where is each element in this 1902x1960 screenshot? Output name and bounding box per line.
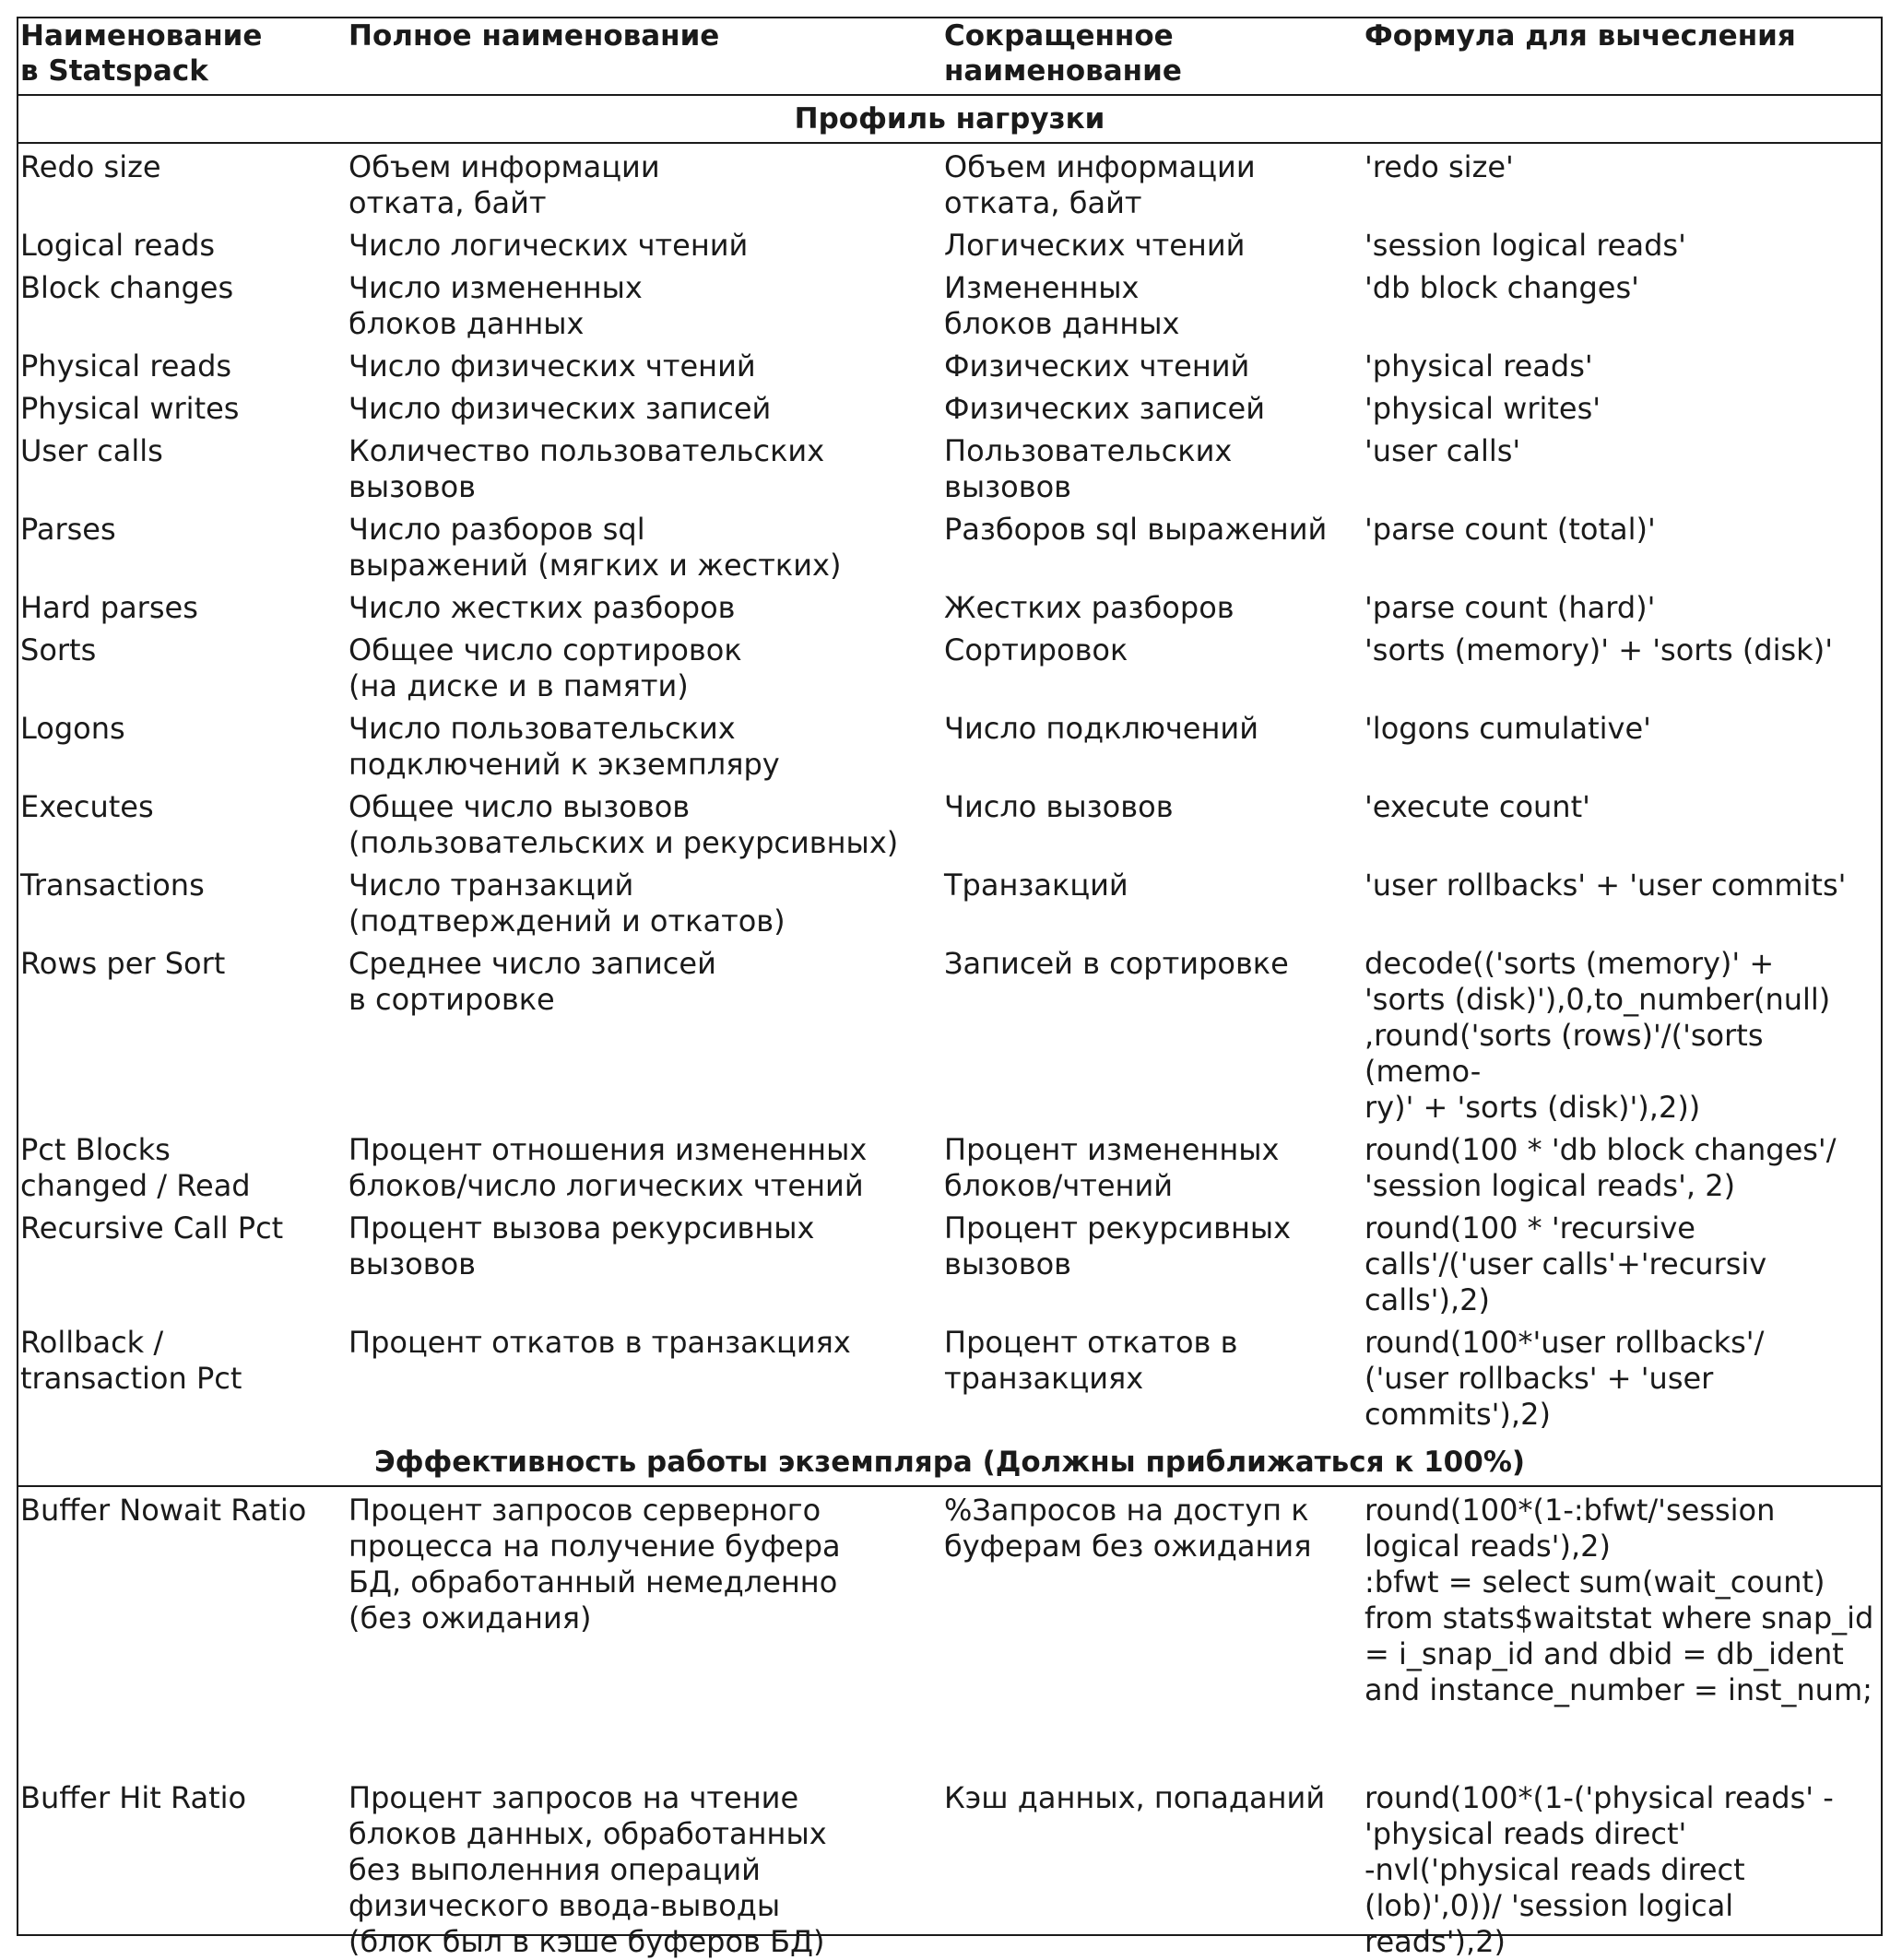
cell-statspack-name: Redo size bbox=[20, 149, 161, 184]
cell-short-name: Разборов sql выражений bbox=[944, 512, 1328, 547]
table-row bbox=[18, 143, 1881, 228]
cell-full-name: Процент запросов на чтение блоков данных, обработанных без выполенния операций физического ввода-выводы (блок был в кэше буферов БД) bbox=[349, 1780, 827, 1959]
header-row bbox=[18, 18, 1881, 95]
cell-short-name: Процент откатов в транзакциях bbox=[944, 1325, 1238, 1396]
cell-short-name: Физических чтений bbox=[944, 348, 1250, 384]
cell-full-name: Число разборов sql выражений (мягких и жестких) bbox=[349, 512, 842, 583]
cell-short-name: Жестких разборов bbox=[944, 590, 1235, 625]
section-header-row bbox=[18, 95, 1881, 143]
header-statspack-name: Наименование в Statspack bbox=[18, 18, 347, 95]
cell-formula: 'sorts (memory)' + 'sorts (disk)' bbox=[1364, 632, 1833, 667]
cell-statspack-name: Sorts bbox=[20, 632, 97, 667]
cell-full-name: Количество пользовательских вызовов bbox=[349, 433, 825, 504]
section-title: Эффективность работы экземпляра (Должны приближаться к 100%) bbox=[18, 1439, 1881, 1486]
cell-formula: 'redo size' bbox=[1364, 149, 1514, 184]
table-row bbox=[18, 789, 1881, 868]
table-body bbox=[18, 95, 1881, 1960]
cell-statspack-name: Transactions bbox=[20, 868, 205, 903]
cell-short-name: Записей в сортировке bbox=[944, 946, 1289, 981]
table-row bbox=[18, 868, 1881, 946]
cell-full-name: Число жестких разборов bbox=[349, 590, 736, 625]
statspack-metrics-table bbox=[18, 18, 1881, 1960]
table-row bbox=[18, 946, 1881, 1132]
cell-statspack-name: Rollback / transaction Pct bbox=[20, 1325, 242, 1396]
cell-full-name: Процент откатов в транзакциях bbox=[349, 1325, 851, 1360]
cell-full-name: Число транзакций (подтверждений и откатов) bbox=[349, 868, 786, 939]
cell-statspack-name: Parses bbox=[20, 512, 116, 547]
cell-formula: 'parse count (hard)' bbox=[1364, 590, 1656, 625]
table-row bbox=[18, 512, 1881, 590]
cell-statspack-name: Executes bbox=[20, 789, 154, 824]
cell-statspack-name: Logical reads bbox=[20, 228, 216, 263]
cell-formula: round(100*'user rollbacks'/ ('user rollbacks' + 'user commits'),2) bbox=[1364, 1325, 1765, 1432]
header-formula: Формула для вычесления bbox=[1363, 18, 1881, 95]
cell-statspack-name: Block changes bbox=[20, 270, 234, 305]
cell-full-name: Число логических чтений bbox=[349, 228, 749, 263]
cell-statspack-name: Logons bbox=[20, 711, 125, 746]
cell-statspack-name: Rows per Sort bbox=[20, 946, 226, 981]
cell-formula: 'db block changes' bbox=[1364, 270, 1639, 305]
header-short-name: Сокращенное наименование bbox=[942, 18, 1363, 95]
cell-full-name: Число физических записей bbox=[349, 391, 772, 426]
cell-short-name: Сортировок bbox=[944, 632, 1128, 667]
cell-short-name: Кэш данных, попаданий bbox=[944, 1780, 1326, 1815]
cell-formula: 'session logical reads' bbox=[1364, 228, 1686, 263]
section-header-row bbox=[18, 1439, 1881, 1486]
table-row bbox=[18, 391, 1881, 433]
cell-statspack-name: Physical reads bbox=[20, 348, 232, 384]
table-row bbox=[18, 1210, 1881, 1325]
section-title: Профиль нагрузки bbox=[18, 95, 1881, 143]
cell-short-name: Пользовательских вызовов bbox=[944, 433, 1233, 504]
table-row bbox=[18, 590, 1881, 632]
cell-short-name: Транзакций bbox=[944, 868, 1128, 903]
table-row bbox=[18, 1132, 1881, 1210]
cell-formula: round(100*(1-('physical reads' - 'physical reads direct' -nvl('physical reads direct (lob)',0))/ 'session logical reads'),2) bbox=[1364, 1780, 1834, 1959]
cell-short-name: Логических чтений bbox=[944, 228, 1246, 263]
cell-full-name: Число физических чтений bbox=[349, 348, 756, 384]
table-row bbox=[18, 433, 1881, 512]
cell-formula: decode(('sorts (memory)' + 'sorts (disk)'),0,to_number(null) ,round('sorts (rows)'/('sorts (memo- ry)' + 'sorts (disk)'),2)) bbox=[1364, 946, 1831, 1125]
cell-formula: round(100 * 'recursive calls'/('user calls'+'recursiv calls'),2) bbox=[1364, 1210, 1767, 1317]
cell-formula: 'execute count' bbox=[1364, 789, 1590, 824]
cell-statspack-name: Buffer Hit Ratio bbox=[20, 1780, 247, 1815]
cell-formula: 'user rollbacks' + 'user commits' bbox=[1364, 868, 1847, 903]
cell-formula: 'parse count (total)' bbox=[1364, 512, 1656, 547]
cell-full-name: Процент отношения измененных блоков/число логических чтений bbox=[349, 1132, 868, 1203]
cell-short-name: Процент рекурсивных вызовов bbox=[944, 1210, 1292, 1281]
cell-full-name: Среднее число записей в сортировке bbox=[349, 946, 716, 1017]
table-row bbox=[18, 1486, 1881, 1775]
cell-formula: round(100*(1-:bfwt/'session logical reads'),2) :bfwt = select sum(wait_count) from stats$waitstat where snap_id = i_snap_id and dbid = db_ident and instance_number = inst_num; bbox=[1364, 1493, 1874, 1707]
cell-formula: 'physical reads' bbox=[1364, 348, 1593, 384]
cell-full-name: Общее число сортировок (на диске и в памяти) bbox=[349, 632, 742, 703]
cell-full-name: Процент вызова рекурсивных вызовов bbox=[349, 1210, 815, 1281]
cell-statspack-name: Pct Blocks changed / Read bbox=[20, 1132, 251, 1203]
header-full-name: Полное наименование bbox=[347, 18, 942, 95]
cell-short-name: %Запросов на доступ к буферам без ожидания bbox=[944, 1493, 1312, 1564]
cell-statspack-name: Buffer Nowait Ratio bbox=[20, 1493, 307, 1528]
cell-short-name: Физических записей bbox=[944, 391, 1265, 426]
cell-statspack-name: Hard parses bbox=[20, 590, 198, 625]
cell-short-name: Число вызовов bbox=[944, 789, 1174, 824]
cell-full-name: Число пользовательских подключений к экземпляру bbox=[349, 711, 780, 782]
cell-short-name: Число подключений bbox=[944, 711, 1258, 746]
cell-formula: 'physical writes' bbox=[1364, 391, 1601, 426]
cell-statspack-name: Physical writes bbox=[20, 391, 240, 426]
table-row bbox=[18, 270, 1881, 348]
table-row bbox=[18, 711, 1881, 789]
cell-full-name: Процент запросов серверного процесса на получение буфера БД, обработанный немедленно (без ожидания) bbox=[349, 1493, 841, 1635]
cell-short-name: Объем информации отката, байт bbox=[944, 149, 1256, 220]
cell-formula: 'user calls' bbox=[1364, 433, 1521, 468]
table-row bbox=[18, 1325, 1881, 1439]
table-row bbox=[18, 228, 1881, 270]
cell-formula: round(100 * 'db block changes'/ 'session logical reads', 2) bbox=[1364, 1132, 1837, 1203]
cell-short-name: Измененных блоков данных bbox=[944, 270, 1180, 341]
cell-statspack-name: Recursive Call Pct bbox=[20, 1210, 284, 1246]
cell-short-name: Процент измененных блоков/чтений bbox=[944, 1132, 1280, 1203]
table-row bbox=[18, 1775, 1881, 1960]
cell-full-name: Объем информации отката, байт bbox=[349, 149, 660, 220]
table-row bbox=[18, 348, 1881, 391]
cell-full-name: Общее число вызовов (пользовательских и рекурсивных) bbox=[349, 789, 899, 860]
table-row bbox=[18, 632, 1881, 711]
cell-statspack-name: User calls bbox=[20, 433, 163, 468]
cell-full-name: Число измененных блоков данных bbox=[349, 270, 643, 341]
cell-formula: 'logons cumulative' bbox=[1364, 711, 1651, 746]
